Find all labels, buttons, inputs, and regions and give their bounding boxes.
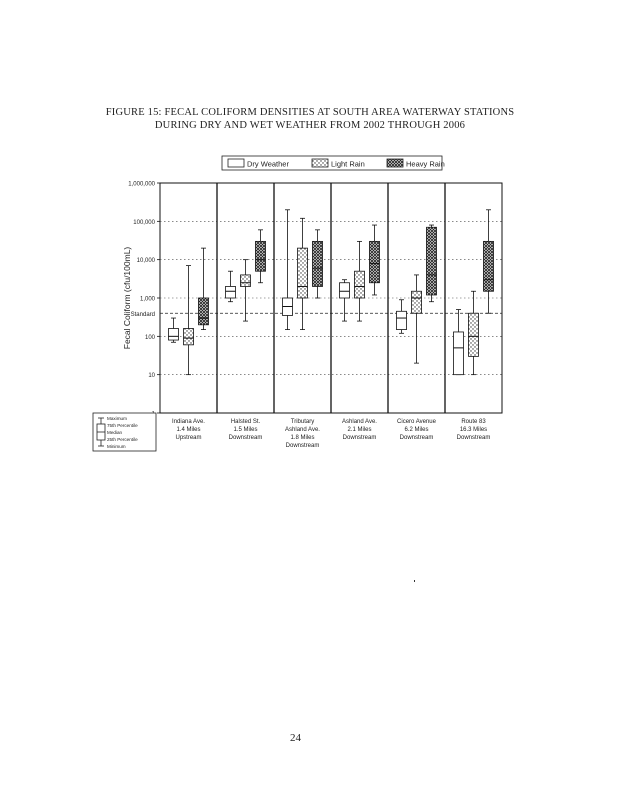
- page-number: 24: [290, 732, 301, 744]
- x-label-station-3-line-1: 2.1 Miles: [347, 427, 372, 433]
- x-label-station-2-line-1: Ashland Ave.: [285, 427, 320, 433]
- x-label-station-4-line-1: 6.2 Miles: [404, 427, 429, 433]
- y-axis-title: Fecal Coliform (cfu/100mL): [122, 246, 132, 350]
- box-0-light-iqr: [184, 329, 194, 345]
- box-1-dry-iqr: [226, 286, 236, 298]
- box-4-dry-iqr: [397, 311, 407, 329]
- x-label-station-0-line-0: Indiana Ave.: [172, 419, 205, 425]
- box-4-light-iqr: [412, 291, 422, 313]
- x-label-station-3-line-2: Downstream: [342, 435, 377, 441]
- figure-title-line2: DURING DRY AND WET WEATHER FROM 2002 THROUGH 2006: [154, 120, 466, 131]
- station-dividers: [217, 183, 445, 413]
- key-label-maximum: Maximum: [107, 416, 127, 421]
- x-label-station-2-line-2: 1.8 Miles: [290, 435, 315, 441]
- y-tick-label-1: 10: [148, 373, 155, 380]
- standard-label: Standard: [130, 311, 155, 318]
- legend-label-dry: Dry Weather: [247, 159, 289, 169]
- box-1-heavy-iqr: [256, 241, 266, 271]
- legend-swatch-light: [312, 159, 328, 167]
- box-0-dry-iqr: [169, 329, 179, 341]
- boxplot-key: [93, 413, 156, 451]
- box-5-heavy-iqr: [484, 241, 494, 291]
- box-3-light-iqr: [355, 271, 365, 298]
- box-3-heavy-iqr: [370, 241, 380, 282]
- legend-swatch-dry: [228, 159, 244, 167]
- scan-speck: [414, 580, 415, 582]
- y-tick-label-4: 10,000: [136, 258, 155, 265]
- box-2-light-iqr: [298, 248, 308, 298]
- box-5-light-iqr: [469, 313, 479, 356]
- box-2-heavy-iqr: [313, 241, 323, 286]
- x-label-station-2-line-0: Tributary: [290, 419, 315, 425]
- legend-label-light: Light Rain: [331, 159, 365, 169]
- box-1-light-iqr: [241, 275, 251, 287]
- x-label-station-1-line-2: Downstream: [228, 435, 263, 441]
- x-label-station-5-line-2: Downstream: [456, 435, 491, 441]
- y-tick-label-5: 100,000: [133, 219, 155, 226]
- x-label-station-5-line-0: Route 83: [461, 419, 486, 425]
- box-0-heavy-iqr: [199, 298, 209, 325]
- key-label-median: Median: [107, 430, 123, 435]
- box-3-dry-iqr: [340, 283, 350, 298]
- x-label-station-0-line-2: Upstream: [175, 435, 202, 441]
- x-axis-labels: [172, 419, 490, 449]
- x-label-station-2-line-3: Downstream: [285, 443, 320, 449]
- y-tick-label-2: 100: [144, 334, 155, 341]
- x-label-station-1-line-1: 1.5 Miles: [233, 427, 258, 433]
- x-label-station-5-line-1: 16.3 Miles: [459, 427, 488, 433]
- x-label-station-1-line-0: Halsted St.: [230, 419, 261, 425]
- legend-label-heavy: Heavy Rain: [406, 159, 445, 169]
- figure-title-line1: FIGURE 15: FECAL COLIFORM DENSITIES AT SOUTH AREA WATERWAY STATIONS: [105, 107, 515, 118]
- x-label-station-0-line-1: 1.4 Miles: [176, 427, 201, 433]
- box-4-heavy-iqr: [427, 227, 437, 295]
- box-5-dry-iqr: [454, 332, 464, 375]
- series-legend: [222, 156, 445, 170]
- key-label-25th: 25th Percentile: [107, 437, 138, 442]
- key-label-minimum: Minimum: [107, 444, 126, 449]
- y-axis: [128, 182, 160, 418]
- x-label-station-4-line-2: Downstream: [399, 435, 434, 441]
- x-label-station-4-line-0: Cicero Avenue: [397, 419, 436, 425]
- x-label-station-3-line-0: Ashland Ave.: [342, 419, 377, 425]
- key-label-75th: 75th Percentile: [107, 423, 138, 428]
- y-tick-label-3: 1,000: [139, 296, 155, 303]
- legend-swatch-heavy: [387, 159, 403, 167]
- y-tick-label-6: 1,000,000: [128, 181, 155, 188]
